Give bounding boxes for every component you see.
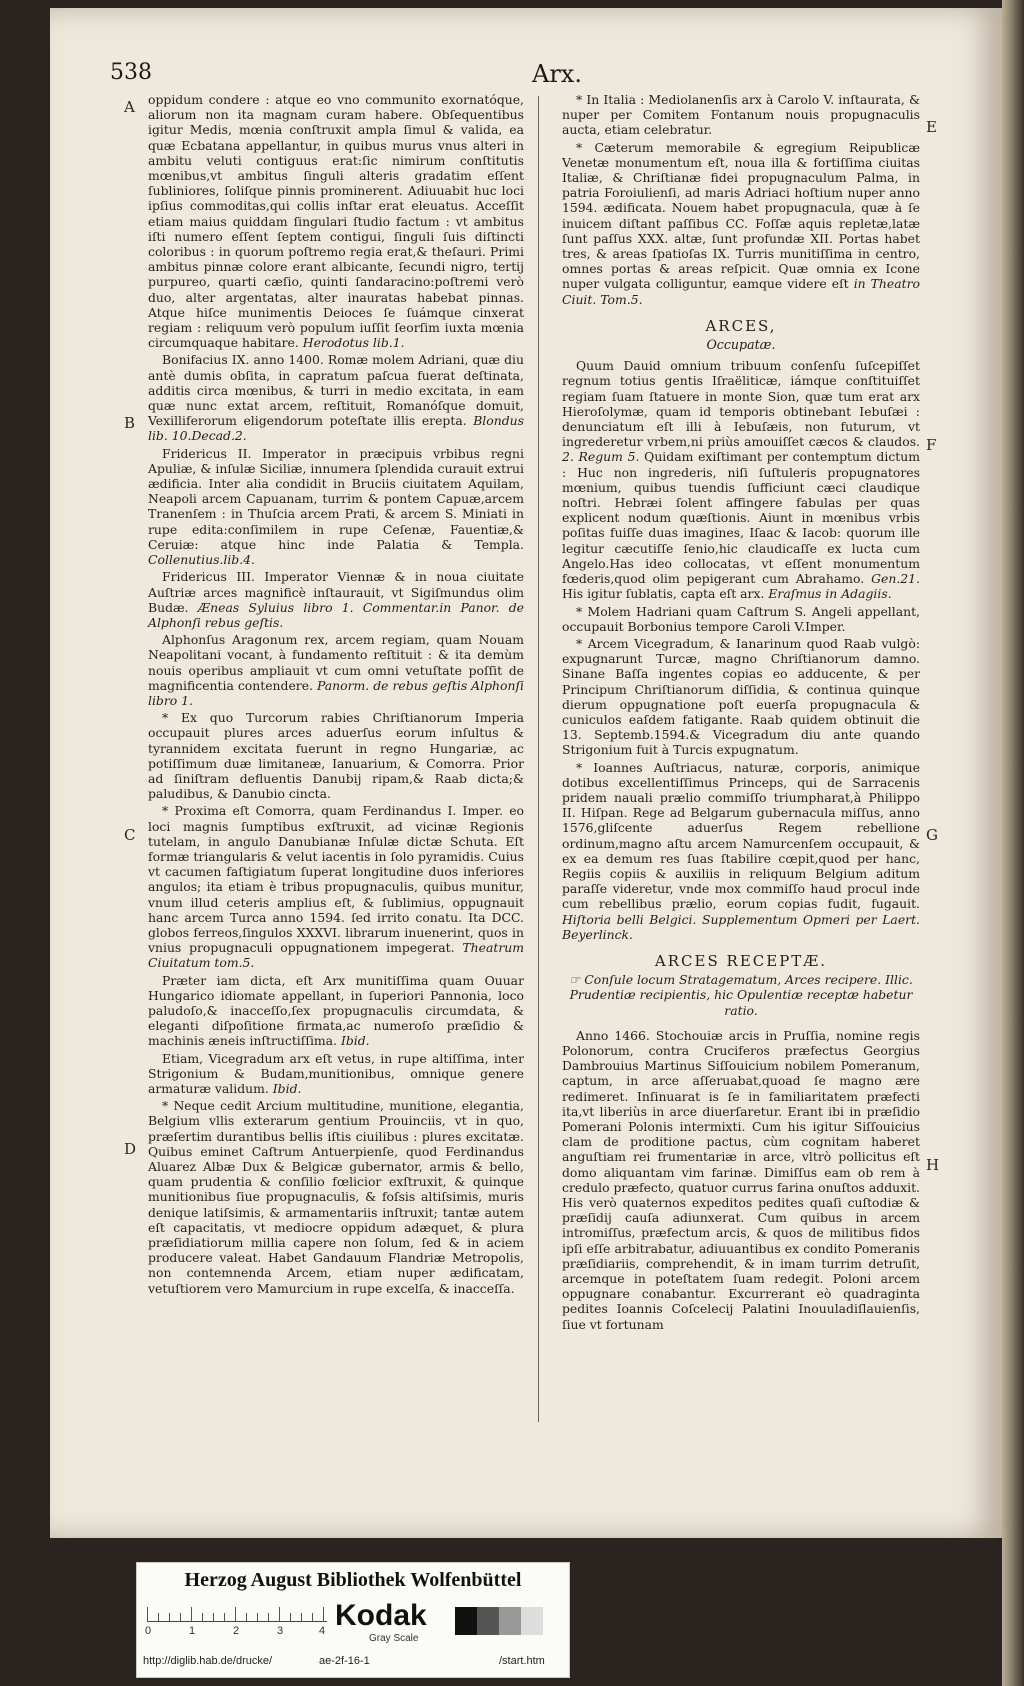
citation: Panorm. de rebus geſtis Alphonſi libro 1. (148, 677, 524, 708)
citation: Ibid. (340, 1033, 370, 1049)
paragraph: Etiam, Vicegradum arx eſt vetus, in rupe altiſſima, inter Strigonium & Budam,munitionibus, omnique genere armaturæ validum. Ibid. (148, 1050, 524, 1096)
citation: Collenutius.lib.4. (148, 552, 255, 568)
swatch (521, 1607, 543, 1635)
citation: Theatrum Ciuitatum tom.5. (148, 940, 524, 971)
margin-marker-g: G (926, 826, 938, 844)
section-heading: ARCES, (705, 316, 777, 335)
swatch (455, 1607, 477, 1635)
paragraph: * In Italia : Mediolanenſis arx à Carolo V. inſtaurata, & nuper per Comitem Fontanum nouis propugnaculis aucta, etiam celebratur. (562, 92, 920, 138)
gray-swatches (455, 1607, 543, 1635)
paragraph: Quum Dauid omnium tribuum conſenſu ſuſcepiſſet regnum totius gentis Iſraëliticæ, iámque conſtituiſſet regiam ſuam ſtatuere in monte Sion, quæ tum erat arx Hieroſolymæ, quam id temporis obtinebant Iebuſæi : denunciatum eſt illi à Iebuſæis, non futurum, vt ingrederetur vrbem,ni priùs amouiſſet cæcos & claudos. 2. Regum 5. Quidam exiſtimant per contemptum dictum : Huc non ingrederis, niſi ſuſtuleris propugnatores mœnium, quibus tuendis ſufficiunt cæci claudique noſtri. Hebræi ſolent affingere fabulas per quas explicent nodum quæſtionis. Aiunt in mœnibus vrbis poſitas fuiſſe duas imagines, Iſaac & Iacob: quorum ille legitur cæcutiſſe ſenio,hic claudicaſſe ex lucta cum Angelo.Has ideo collocatas, vt eſſent monumentum fœderis,quod olim pepigerant cum Abrahamo. Gen.21. His igitur ſublatis, capta eſt arx. Eraſmus in Adagiis. (562, 358, 920, 602)
page-number: 538 (110, 60, 152, 85)
citation: Gen.21. (871, 571, 920, 587)
section-heading: ARCES RECEPTÆ. (654, 951, 828, 970)
margin-marker-c: C (124, 826, 136, 844)
citation: Blondus lib. 10.Decad.2. (148, 413, 524, 444)
paragraph: * Ex quo Turcorum rabies Chriſtianorum Imperia occupauit plures arces aduerſus eorum inſultus & tyrannidem excitata fuerunt in regno Hungariæ, ac potiſſimum duæ limitaneæ, Ianuarium, & Comorra. Prior ad ſiniſtram defluentis Danubij ripam,& Raab dicta;& paludibus, & Danubio cincta. (148, 710, 524, 802)
margin-marker-d: D (124, 1140, 137, 1158)
paragraph: Præter iam dicta, eſt Arx munitiſſima quam Ouuar Hungarico idiomate appellant, in ſuperiori Pannonia, loco paludoſo,& inacceſſo,ſex propugnaculis circumdata, & eleganti diſpoſitione firmata,ac numeroſo præſidio & machinis æneis inſtructiſſima. Ibid. (148, 972, 524, 1049)
margin-marker-b: B (124, 414, 136, 432)
swatch (499, 1607, 521, 1635)
citation: Herodotus lib.1. (302, 335, 405, 351)
paragraph: * Molem Hadriani quam Caſtrum S. Angeli appellant, occupauit Borbonius tempore Caroli V.Imper. (562, 603, 920, 634)
citation: Æneas Syluius libro 1. Commentar.in Panor. de Alphonſi rebus geſtis. (148, 599, 524, 630)
right-column (562, 92, 920, 1428)
paragraph: Fridericus II. Imperator in præcipuis vrbibus regni Apuliæ, & inſulæ Siciliæ, innumera ſplendida curauit extrui ædificia. Inter alia condidit in Bruciis ciuitatem Aquilam, Neapoli arcem Capuanam, turrim & pontem Capuæ,arcem Tranenſem : in Thuſcia arcem Prati, & arcem S. Miniati in rupe edita:conſimilem in rupe Ceſenæ, Fauentiæ,& Ceruiæ: atque hinc inde Palatia & Templa. Collenutius.lib.4. (148, 445, 524, 568)
left-column (124, 92, 524, 1392)
start-page: /start.htm (499, 1655, 545, 1667)
running-head: Arx. (532, 60, 582, 88)
paragraph: * Cæterum memorabile & egregium Reipublicæ Venetæ monumentum eſt, noua illa & fortiſſima ciuitas Italiæ, & Chriſtianæ fidei propugnaculum Palma, in patria Foroiulienſi, ad maris Adriaci hoſtium nuper anno 1594. ædificata. Nouem habet propugnacula, quæ à ſe inuicem diſtant paſſibus CC. Foſſæ aquis repletæ,latæ ſunt paſſus XXX. altæ, ſunt profundæ XII. Portas habet tres, & areas ſpatioſas IX. Turris munitiſſima in centro, omnes portas & areas reſpicit. Quæ omnia ex Icone nuper vulgata colliguntur, eamque videre eſt in Theatro Ciuit. Tom.5. (562, 139, 920, 307)
paragraph: Alphonſus Aragonum rex, arcem regiam, quam Nouam Neapolitani vocant, à fundamento reſtituit : & ita demùm nouis operibus ampliauit vt cum omni vetuſtate poſſit de magnificentia contendere. Panorm. de rebus geſtis Alphonſi libro 1. (148, 632, 524, 708)
citation: in Theatro Ciuit. Tom.5. (562, 276, 920, 307)
swatch (477, 1607, 499, 1635)
paragraph: * Ioannes Auſtriacus, naturæ, corporis, animique dotibus excellentiſſimus Princeps, qui de Sarracenis pridem nauali prælio commiſſo triumpharat,à Philippo II. Hiſpan. Rege ad Belgarum gubernacula miſſus, anno 1576,gliſcente aduerſus Regem rebellione ordinum,magno aſtu arcem Namurcenſem occupauit, & ex ea demum res ſuas ſtabilire cœpit,quod per hanc, Regiis copiis & auxiliis in reliquum Belgium aditum paraſſe videretur, vnde mox commiſſo haud procul inde cum rebellibus prælio, eorum copias fudit, fugauit. Hiſtoria belli Belgici. Supplementum Opmeri per Laert. Beyerlinck. (562, 759, 920, 942)
paragraph: * Proxima eſt Comorra, quam Ferdinandus I. Imper. eo loci magnis ſumptibus exſtruxit, ad vicinæ Regionis tutelam, in angulo Danubianæ Inſulæ dictæ Schuta. Eſt formæ triangularis & velut iacentis in ſolo pyramidis. Cuius vt cacumen faſtigiatum ſuperat longitudine duos inferiores angulos; ita etiam è tribus propugnaculis, quibus munitur, vnum illud ceteris amplius eſt, & ſublimius, oppugnauit hanc arcem Turca anno 1594. ſed irrito conatu. Ita DCC. globos ferreos,ſingulos XXXVI. librarum inuenerint, quos in vnius propugnaculi oppugnationem impegerat. Theatrum Ciuitatum tom.5. (148, 803, 524, 971)
section-note: ☞ Conſule locum Stratagematum, Arces recipere. Illic. Prudentiæ recipientis, hic Opulentiæ receptæ habetur ratio. (569, 972, 913, 1018)
citation: Eraſmus in Adagiis. (768, 586, 892, 602)
citation: Ibid. (272, 1081, 302, 1096)
book-spine (1002, 0, 1024, 1686)
archive-footer: Herzog August Bibliothek Wolfenbüttel 0 1 2 3 4 Kodak Gray Scale http://diglib.hab.de/drucke/ ae-2f-16-1 /start.htm (136, 1562, 570, 1678)
paragraph: Fridericus III. Imperator Viennæ & in noua ciuitate Auſtriæ arces magnificè inſtaurauit, vt Sigiſmundus olim Budæ. Æneas Syluius libro 1. Commentar.in Panor. de Alphonſi rebus geſtis. (148, 569, 524, 630)
margin-marker-e: E (926, 118, 937, 136)
paragraph: oppidum condere : atque eo vno communito exornatóque, aliorum non ita magnam curam habere. Obſequentibus igitur Medis, mœnia conſtruxit ampla ſimul & valida, ea quæ Ecbatana appellantur, in quibus murus vnus alteri in ambitu veluti contiguus erat:ſic nimirum conſtitutis mœnibus,vt ambitus ſinguli alteris gradatim eſſent ſubliniores, ſoliſque pinnis prominerent. Adiuuabit huc loci ipſius commoditas,qui collis inſtar erat eleuatus. Acceſſit etiam maius quiddam ſingulari ſtudio factum : vt ambitus iſti numero eſſent ſeptem contigui, ſinguli ſuis diſtincti coloribus : in quorum poſtremo regia erat,& theſauri. Primi ambitus pinnæ colore erant albicante, ſecundi nigro, tertij purpureo, quarti cæſio, quinti ſandaracino:poſtremi verò duo, alter argentatas, alter inauratas habebat pinnas. Atque hiſce munimentis Deioces ſe ſuámque cinxerat regiam : reliquum verò populum iuſſit ſeorſim iuxta mœnia circumquaque habitare. Herodotus lib.1. (148, 92, 524, 351)
margin-marker-f: F (926, 436, 937, 454)
citation: 2. Regum 5. (562, 449, 640, 465)
margin-marker-a: A (124, 98, 135, 116)
scale-ruler (147, 1603, 327, 1622)
citation: Hiſtoria belli Belgici. Supplementum Opmeri per Laert. Beyerlinck. (562, 911, 920, 942)
kodak-logo: Kodak (335, 1599, 427, 1632)
paragraph: Anno 1466. Stochouiæ arcis in Pruſſia, nomine regis Polonorum, contra Cruciferos præfectus Georgius Dambrouius Martinus Siſſouicium nobilem Pomeranum, captum, in arce aſſeruabat,quoad ſe magno ære redimeret. Inſinuarat is ſe in familiaritatem præfecti ita,vt liberiùs in arce diuerſaretur. Erant ibi in præſidio Pomerani Polonis intermixti. Cum his igitur Siſſouicius clam de proditione pactus, cùm cognitam haberet anguſtiam rei frumentariæ in arce, vltrò pollicitus eſt domo aliquantam vim farinæ. Dimiſſus eam ob rem à credulo præfecto, quatuor currus farina onuſtos adduxit. His verò quaternos expeditos pedites quaſi cuſtodiæ & præſidij cauſa adiunxerat. Cum quibus in arcem intromiſſus, præfectum arcis, & quos de militibus fidos ipſi eſſe arbitrabatur, adiuuantibus ex condito Pomeranis præſidiariis, comprehendit, & in imam turrim detruſit, arcemque in poteſtatem ſuam redegit. Poloni arcem oppugnare conabantur. Excurrerant eò quadraginta pedites Ioannis Coſcelecij Palatini Inouuladiſlauienſis, ſiue vt fortunam (562, 1027, 920, 1332)
library-name: Herzog August Bibliothek Wolfenbüttel (184, 1569, 522, 1591)
section-subheading: Occupatæ. (706, 337, 776, 353)
paragraph: * Arcem Vicegradum, & Ianarinum quod Raab vulgò: expugnarunt Turcæ, magno Chriſtianorum damno. Sinane Baſſa ingentes copias eo adducente, & per Principum Chriſtianorum diſſidia, & continua quinque dierum oppugnatione poſt euerſa propugnacula & cuniculos eaſdem fatigante. Raab quidem obtinuit die 13. Septemb.1594.& Vicegradum diu ante quando Strigonium fuit à Turcis expugnatum. (562, 635, 920, 758)
paragraph: * Neque cedit Arcium multitudine, munitione, elegantia, Belgium vllis exterarum gentium Prouinciis, vt in quo, præſertim durantibus bellis iſtis ciuilibus : plures excitatæ. Quibus eminet Caſtrum Antuerpienſe, quod Ferdinandus Aluarez Albæ Dux & Belgicæ gubernator, armis & bello, quam prudentia & conſilio fœlicior exſtruxit, & quinque munitionibus ſiue propugnaculis, & foſsis altiſsimis, muris denique latiſsimis, & armamentariis inſtruxit; tantæ autem eſt capacitatis, vt mediocre oppidum adæquet, & plura præſidiatiorum millia capere non ſolum, ſed & in aciem producere valeat. Habet Gandauum Flandriæ Metropolis, non contemnenda Arcem, etiam nuper ædificatam, vetuſtiorem vero Mamurcium in rupe excelſa, & inacceſſa. (148, 1098, 524, 1296)
shelf-code: ae-2f-16-1 (319, 1655, 370, 1667)
column-rule (538, 96, 539, 1422)
margin-marker-h: H (926, 1156, 940, 1174)
paragraph: Bonifacius IX. anno 1400. Romæ molem Adriani, quæ diu antè dumis obſita, in capratum paſcua fuerat deſtinata, additis circa mœnibus, & turri in medio excitata, in eam quæ nunc extat arcem, reſtituit, Romanóſque domuit, Vexilliferorum eligendorum poteſtate illis erepta. Blondus lib. 10.Decad.2. (148, 352, 524, 444)
source-url: http://diglib.hab.de/drucke/ (143, 1655, 273, 1667)
gray-scale-label: Gray Scale (369, 1633, 419, 1644)
